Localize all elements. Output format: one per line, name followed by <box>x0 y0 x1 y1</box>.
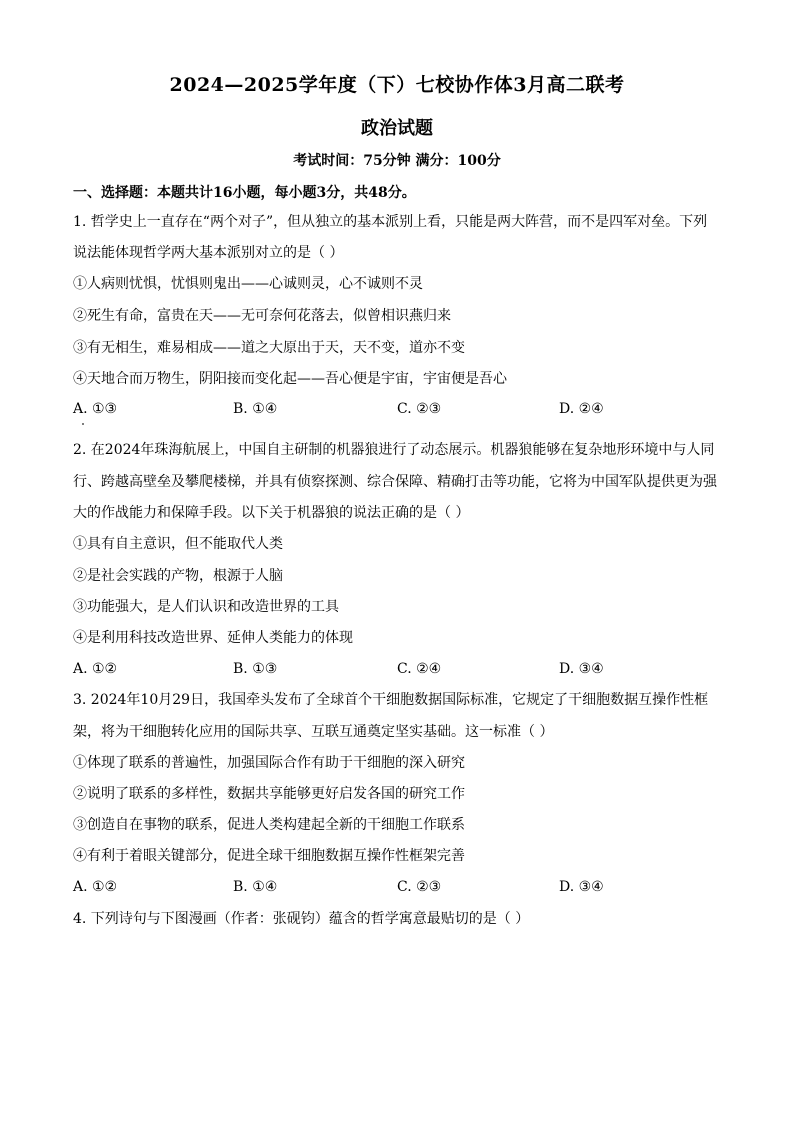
question-3-statement-1: ①体现了联系的普遍性，加强国际合作有助于干细胞的深入研究 <box>73 755 465 771</box>
question-2-option-b: B. ①③ <box>233 661 278 677</box>
question-1-statement-4: ④天地合而万物生，阴阳接而变化起——吾心便是宇宙，宇宙便是吾心 <box>73 371 507 387</box>
question-2-options <box>73 659 733 679</box>
question-1-options <box>73 399 733 419</box>
exam-info: 考试时间：75分钟 满分：100分 <box>293 153 501 169</box>
question-3-option-d: D. ③④ <box>559 879 604 895</box>
exam-title: 2024—2025学年度（下）七校协作体3月高二联考 <box>169 74 625 96</box>
question-2-statement-1: ①具有自主意识，但不能取代人类 <box>73 536 283 552</box>
question-1-option-b: B. ①④ <box>233 401 278 417</box>
question-2-option-a: A. ①② <box>73 661 118 677</box>
question-1-option-c: C. ②③ <box>397 401 442 417</box>
question-3-statement-2: ②说明了联系的多样性，数据共享能够更好启发各国的研究工作 <box>73 786 465 802</box>
question-3-statement-3: ③创造自在事物的联系，促进人类构建起全新的干细胞工作联系 <box>73 817 465 833</box>
subject-title: 政治试题 <box>361 118 433 139</box>
question-2-statement-4: ④是利用科技改造世界、延伸人类能力的体现 <box>73 630 353 646</box>
question-1-statement-1: ①人病则忧惧，忧惧则鬼出——心诚则灵，心不诚则不灵 <box>73 276 423 292</box>
question-3-options <box>73 877 733 897</box>
section-heading: 一、选择题：本题共计16小题，每小题3分，共48分。 <box>73 185 416 201</box>
question-3-statement-4: ④有利于着眼关键部分，促进全球干细胞数据互操作性框架完善 <box>73 848 465 864</box>
question-4-stem-line-1: 4. 下列诗句与下图漫画（作者：张砚钧）蕴含的哲学寓意最贴切的是（ ） <box>73 911 530 927</box>
question-1-option-d: D. ②④ <box>559 401 604 417</box>
question-3-option-a: A. ①② <box>73 879 118 895</box>
question-2-statement-2: ②是社会实践的产物，根源于人脑 <box>73 568 283 584</box>
question-3-option-b: B. ①④ <box>233 879 278 895</box>
question-2-option-c: C. ②④ <box>397 661 442 677</box>
question-2-statement-3: ③功能强大，是人们认识和改造世界的工具 <box>73 599 339 615</box>
question-1-option-a: A. ①③ <box>73 401 118 417</box>
question-1-statement-2: ②死生有命，富贵在天——无可奈何花落去，似曾相识燕归来 <box>73 308 451 324</box>
question-1-stem-line-1: 1. 哲学史上一直存在“两个对子”，但从独立的基本派别上看，只能是两大阵营，而不是四军对垒。下列 <box>73 214 708 230</box>
question-3-option-c: C. ②③ <box>397 879 442 895</box>
question-1-stem-line-2: 说法能体现哲学两大基本派别对立的是（ ） <box>73 245 344 261</box>
question-3-stem-line-1: 3. 2024年10月29日，我国牵头发布了全球首个干细胞数据国际标准，它规定了干细胞数据互操作性框 <box>73 692 709 708</box>
stray-dot-mark <box>82 423 84 425</box>
question-2-stem-line-1: 2. 在2024年珠海航展上，中国自主研制的机器狼进行了动态展示。机器狼能够在复杂地形环境中与人同 <box>73 442 715 458</box>
question-2-stem-line-3: 大的作战能力和保障手段。以下关于机器狼的说法正确的是（ ） <box>73 505 470 521</box>
question-3-stem-line-2: 架，将为干细胞转化应用的国际共享、互联互通奠定坚实基础。这一标准（ ） <box>73 724 554 740</box>
question-1-statement-3: ③有无相生，难易相成——道之大原出于天，天不变，道亦不变 <box>73 340 465 356</box>
question-2-option-d: D. ③④ <box>559 661 604 677</box>
question-2-stem-line-2: 行、跨越高壁垒及攀爬楼梯，并具有侦察探测、综合保障、精确打击等功能，它将为中国军队提供更为强 <box>73 474 717 490</box>
